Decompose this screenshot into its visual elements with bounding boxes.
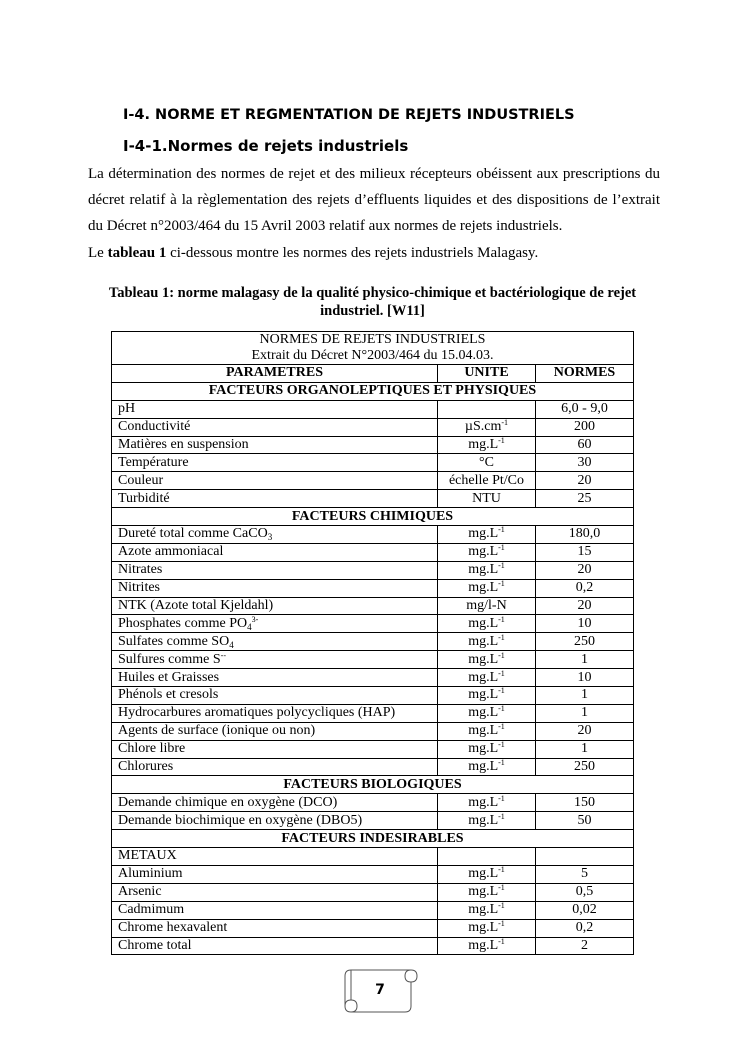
norm-cell: 250: [536, 633, 634, 651]
param-cell: Chrome total: [112, 937, 438, 955]
unit-cell: [438, 901, 536, 919]
table-row: [112, 722, 634, 740]
table-row: [112, 883, 634, 901]
table-row: [112, 687, 634, 705]
unit-cell: [438, 883, 536, 901]
header-normes: NORMES: [536, 365, 634, 383]
param-cell: Hydrocarbures aromatiques polycycliques (HAP): [112, 704, 438, 722]
param-cell: Phénols et cresols: [112, 687, 438, 705]
unit-cell: [438, 758, 536, 776]
unit-cell: [438, 615, 536, 633]
section-heading: I-4. NORME ET REGMENTATION DE REJETS INDUSTRIELS: [123, 107, 575, 123]
unit-base: mg.L: [468, 437, 499, 452]
section-row: [112, 382, 634, 400]
unit-exponent: -1: [498, 561, 505, 571]
intro-text: La détermination des normes de rejet et des milieux récepteurs obéissent aux prescriptions du décret relatif à la règlementation des rejets d’effluents liquides et des dispositions de l’extrait du Décret n°2003/464 du 15 Avril 2003 relatif aux normes de rejets industriels.: [88, 166, 660, 234]
param-cell: Demande biochimique en oxygène (DBO5): [112, 812, 438, 830]
unit-cell: [438, 436, 536, 454]
unit-base: mg.L: [468, 937, 499, 953]
unit-cell: [438, 740, 536, 758]
table-row: [112, 937, 634, 955]
norm-cell: 10: [536, 669, 634, 687]
table-row: [112, 400, 634, 418]
section-chemical: FACTEURS CHIMIQUES: [112, 508, 634, 526]
subsection-heading: I-4-1.Normes de rejets industriels: [123, 137, 409, 155]
table-row: [112, 526, 634, 544]
table-row: [112, 472, 634, 490]
unit-exponent: -1: [498, 436, 505, 445]
p2-prefix: Le: [88, 245, 108, 261]
unit-exponent: -1: [498, 937, 505, 946]
norm-cell: 50: [536, 812, 634, 830]
unit-base: mg.L: [468, 687, 499, 703]
table-subtitle: Extrait du Décret N°2003/464 du 15.04.03.: [251, 348, 494, 363]
param-cell: [112, 633, 438, 651]
unit-base: mg.L: [468, 759, 499, 775]
norms-table: [111, 331, 634, 955]
unit-exponent: -1: [498, 758, 505, 768]
param-cell: Nitrates: [112, 561, 438, 579]
unit-exponent: -1: [498, 543, 505, 553]
section-row: [112, 776, 634, 794]
norm-cell: 1: [536, 704, 634, 722]
unit-exponent: -1: [498, 614, 505, 624]
norm-cell: 10: [536, 615, 634, 633]
table-row: [112, 901, 634, 919]
unit-exponent: -1: [498, 632, 505, 642]
unit-exponent: -1: [498, 650, 505, 660]
table-title-row: [112, 332, 634, 365]
unit-exponent: -1: [498, 740, 505, 750]
unit-base: µS.cm: [464, 419, 502, 435]
unit-base: mg.L: [468, 526, 499, 542]
param-cell: Agents de surface (ionique ou non): [112, 722, 438, 740]
table-row: [112, 919, 634, 937]
unit-cell: [438, 794, 536, 812]
table-row: [112, 454, 634, 472]
param-cell: Huiles et Graisses: [112, 669, 438, 687]
param-base: Dureté total comme CaCO: [118, 526, 268, 542]
param-cell: Turbidité: [112, 490, 438, 508]
param-cell: METAUX: [112, 848, 438, 866]
param-superscript: --: [220, 650, 226, 660]
header-unite: UNITE: [438, 365, 536, 383]
param-cell: Matières en suspension: [112, 436, 438, 454]
norm-cell: 60: [536, 436, 634, 454]
unit-exponent: -1: [498, 811, 505, 821]
unit-base: mg.L: [468, 902, 499, 918]
unit-cell: [438, 848, 536, 866]
header-parametres: PARAMETRES: [112, 365, 438, 383]
norm-cell: 5: [536, 865, 634, 883]
param-cell: NTK (Azote total Kjeldahl): [112, 597, 438, 615]
table-row: [112, 651, 634, 669]
unit-base: mg.L: [468, 705, 499, 721]
unit-base: mg.L: [468, 812, 499, 828]
norm-cell: 20: [536, 472, 634, 490]
unit-exponent: -1: [498, 579, 505, 589]
norm-cell: 250: [536, 758, 634, 776]
p2-suffix: ci-dessous montre les normes des rejets industriels Malagasy.: [166, 245, 539, 261]
unit-cell: [438, 633, 536, 651]
param-cell: [112, 615, 438, 633]
norm-cell: 15: [536, 543, 634, 561]
unit-cell: [438, 579, 536, 597]
unit-exponent: -1: [498, 865, 505, 875]
unit-base: mg.L: [468, 866, 499, 882]
table-row: [112, 812, 634, 830]
section-undesirable: FACTEURS INDESIRABLES: [112, 830, 634, 848]
param-cell: Chrome hexavalent: [112, 919, 438, 937]
table-row: [112, 633, 634, 651]
unit-cell: [438, 704, 536, 722]
unit-exponent: -1: [498, 668, 505, 678]
norm-cell: 0,5: [536, 883, 634, 901]
param-cell: Nitrites: [112, 579, 438, 597]
unit-cell: mg/l-N: [438, 597, 536, 615]
param-cell: pH: [112, 400, 438, 418]
param-superscript: 3-: [251, 614, 259, 624]
norm-cell: 200: [536, 418, 634, 436]
norm-cell: 20: [536, 722, 634, 740]
table-row: [112, 669, 634, 687]
norm-cell: 20: [536, 597, 634, 615]
unit-base: mg.L: [468, 723, 499, 739]
unit-exponent: -1: [498, 525, 505, 535]
intro-paragraph: [88, 161, 660, 239]
param-cell: Chlorures: [112, 758, 438, 776]
param-cell: Chlore libre: [112, 740, 438, 758]
param-cell: Demande chimique en oxygène (DCO): [112, 794, 438, 812]
table-caption: Tableau 1: norme malagasy de la qualité physico-chimique et bactériologique de rejet industriel. [W11]: [108, 285, 637, 319]
param-cell: Conductivité: [112, 418, 438, 436]
param-base: Sulfates comme SO: [118, 633, 230, 649]
unit-cell: [438, 669, 536, 687]
norm-cell: [536, 848, 634, 866]
table-row: [112, 597, 634, 615]
norm-cell: 30: [536, 454, 634, 472]
param-base: Sulfures comme S: [118, 651, 221, 667]
norm-cell: 0,2: [536, 919, 634, 937]
param-subscript: 4: [229, 639, 234, 650]
table-row: [112, 704, 634, 722]
unit-exponent: -1: [498, 883, 505, 893]
unit-base: mg.L: [468, 562, 499, 578]
unit-cell: [438, 722, 536, 740]
norm-cell: 20: [536, 561, 634, 579]
table-row: [112, 848, 634, 866]
section-biological: FACTEURS BIOLOGIQUES: [112, 776, 634, 794]
param-cell: [112, 526, 438, 544]
table-row: [112, 436, 634, 454]
table-row: [112, 615, 634, 633]
table-row: [112, 740, 634, 758]
unit-base: mg.L: [468, 651, 499, 667]
table-row: [112, 865, 634, 883]
param-cell: Arsenic: [112, 883, 438, 901]
norm-cell: 1: [536, 651, 634, 669]
unit-cell: [438, 400, 536, 418]
norm-cell: 6,0 - 9,0: [536, 400, 634, 418]
norm-cell: 25: [536, 490, 634, 508]
unit-exponent: -1: [498, 686, 505, 696]
unit-base: mg.L: [468, 669, 499, 685]
norm-cell: 0,02: [536, 901, 634, 919]
param-base: Phosphates comme PO: [118, 615, 248, 631]
table-reference-paragraph: [88, 240, 660, 266]
unit-exponent: -1: [498, 722, 505, 732]
param-cell: Couleur: [112, 472, 438, 490]
param-cell: [112, 651, 438, 669]
param-subscript: 4: [247, 621, 252, 632]
table-title-cell: [112, 332, 634, 365]
table-row: [112, 758, 634, 776]
unit-cell: [438, 543, 536, 561]
section-row: [112, 830, 634, 848]
norm-cell: 1: [536, 687, 634, 705]
table-header-row: [112, 365, 634, 383]
table-row: [112, 579, 634, 597]
table-reference: tableau 1: [107, 245, 167, 261]
unit-cell: [438, 937, 536, 955]
table-row: [112, 490, 634, 508]
unit-base: mg.L: [468, 920, 499, 936]
table-title: NORMES DE REJETS INDUSTRIELS: [259, 332, 486, 347]
unit-cell: échelle Pt/Co: [438, 472, 536, 490]
norm-cell: 180,0: [536, 526, 634, 544]
param-subscript: 3: [267, 532, 273, 543]
unit-exponent: -1: [498, 919, 505, 929]
unit-cell: [438, 687, 536, 705]
norm-cell: 1: [536, 740, 634, 758]
norm-cell: 0,2: [536, 579, 634, 597]
table-row: [112, 561, 634, 579]
unit-cell: [438, 418, 536, 436]
norm-cell: 150: [536, 794, 634, 812]
unit-base: mg.L: [468, 544, 499, 560]
unit-base: mg.L: [468, 741, 499, 757]
unit-base: mg.L: [468, 884, 499, 900]
param-cell: Cadmimum: [112, 901, 438, 919]
unit-base: mg.L: [468, 580, 499, 596]
section-row: [112, 508, 634, 526]
unit-exponent: -1: [501, 418, 509, 428]
unit-exponent: -1: [498, 704, 505, 714]
param-cell: Température: [112, 454, 438, 472]
table-row: [112, 418, 634, 436]
unit-exponent: -1: [498, 901, 505, 911]
unit-cell: [438, 919, 536, 937]
table-row: [112, 794, 634, 812]
table-row: [112, 543, 634, 561]
unit-base: mg.L: [468, 633, 499, 649]
unit-cell: [438, 865, 536, 883]
unit-cell: °C: [438, 454, 536, 472]
page-number: 7: [375, 982, 385, 998]
param-cell: Aluminium: [112, 865, 438, 883]
unit-base: mg.L: [468, 794, 499, 810]
section-organoleptic: FACTEURS ORGANOLEPTIQUES ET PHYSIQUES: [112, 382, 634, 400]
unit-base: mg.L: [468, 615, 499, 631]
unit-cell: [438, 526, 536, 544]
unit-exponent: -1: [498, 793, 505, 803]
unit-cell: NTU: [438, 490, 536, 508]
unit-cell: [438, 651, 536, 669]
norm-cell: 2: [536, 937, 634, 955]
unit-cell: [438, 561, 536, 579]
param-cell: Azote ammoniacal: [112, 543, 438, 561]
unit-cell: [438, 812, 536, 830]
